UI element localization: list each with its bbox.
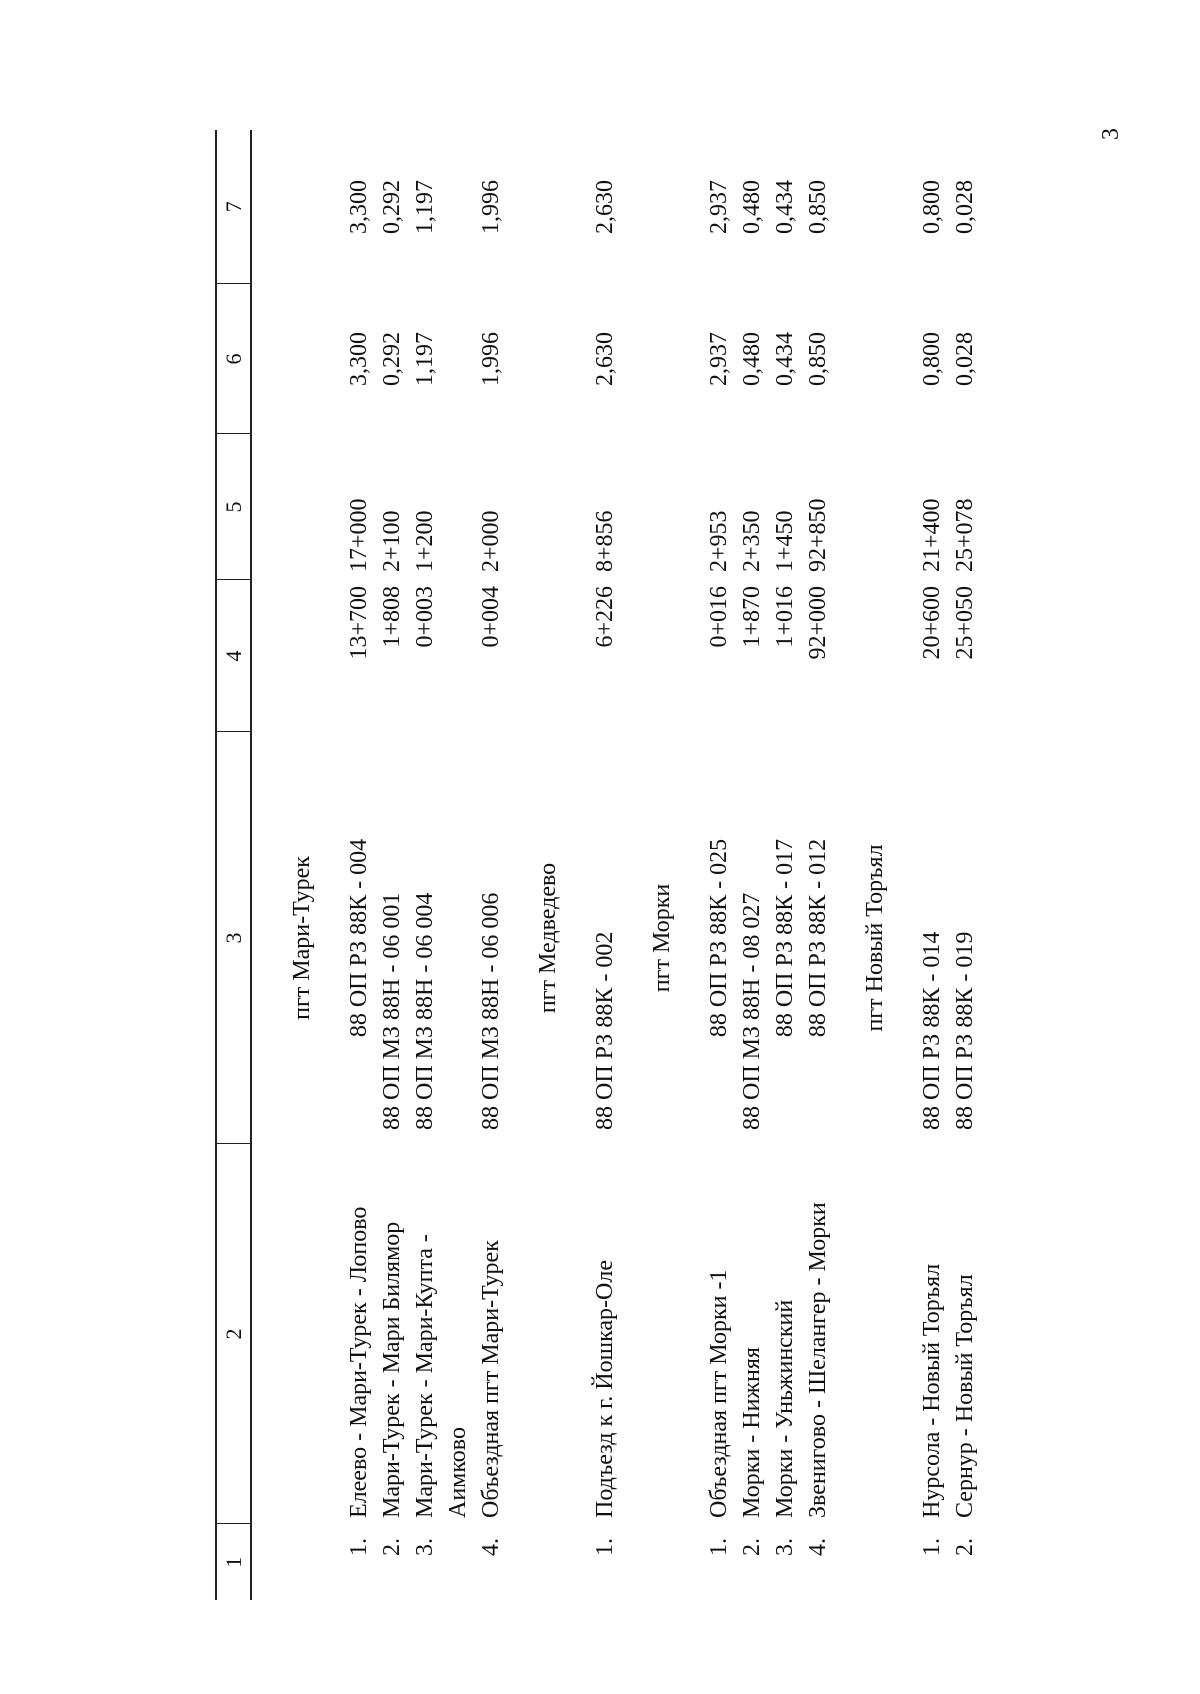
table-row: [703, 130, 736, 1600]
total-length: 0,850: [805, 180, 831, 234]
table-row: [949, 130, 982, 1600]
row-number: 2.: [379, 1538, 405, 1556]
col-header-3: 3: [216, 732, 251, 1144]
road-name: Морки - Уньжинский: [772, 1299, 798, 1518]
col-header-6: 6: [216, 284, 251, 434]
km-end: 21+400: [919, 498, 945, 572]
km-end: 1+200: [412, 510, 438, 572]
total-length: 2,630: [592, 180, 618, 234]
km-start: 13+700: [346, 586, 372, 660]
km-start: 92+000: [805, 586, 831, 660]
road-name: Звенигово - Шелангер - Морки: [805, 1202, 831, 1518]
col-header-5: 5: [216, 434, 251, 580]
total-length: 2,937: [706, 180, 732, 234]
road-name: Мари-Турек - Мари Билямор: [379, 1221, 405, 1518]
road-name: Сернур - Новый Торъял: [952, 1274, 978, 1518]
section-title: пгт Морки: [649, 883, 675, 993]
km-start: 0+003: [412, 586, 438, 648]
road-name: Елеево - Мари-Турек - Лопово: [346, 1206, 372, 1518]
total-length: 1,197: [412, 180, 438, 234]
total-length: 1,996: [478, 180, 504, 234]
section-title-row: [622, 130, 703, 1600]
row-number: 2.: [739, 1538, 765, 1556]
length: 0,480: [739, 332, 765, 386]
length: 0,292: [379, 332, 405, 386]
km-end: 2+000: [478, 510, 504, 572]
km-start: 0+004: [478, 586, 504, 648]
length: 3,300: [346, 332, 372, 386]
road-code: 88 ОП МЗ 88Н - 06 004: [412, 892, 438, 1130]
km-end: 25+078: [952, 498, 978, 572]
road-name: Морки - Нижняя: [739, 1347, 765, 1518]
row-number: 3.: [412, 1538, 438, 1556]
road-code: 88 ОП РЗ 88К - 025: [706, 838, 732, 1038]
km-start: 20+600: [919, 586, 945, 660]
table-row: [589, 130, 622, 1600]
page-number: 3: [1098, 128, 1124, 140]
km-end: 1+450: [772, 510, 798, 572]
km-start: 25+050: [952, 586, 978, 660]
row-number: 4.: [805, 1538, 831, 1556]
col-header-7: 7: [216, 130, 251, 284]
row-number: 1.: [346, 1538, 372, 1556]
km-start: 0+016: [706, 586, 732, 648]
row-number: 2.: [952, 1538, 978, 1556]
row-number: 3.: [772, 1538, 798, 1556]
col-header-1: 1: [216, 1524, 251, 1600]
length: 2,630: [592, 332, 618, 386]
road-code: 88 ОП РЗ 88К - 017: [772, 838, 798, 1038]
section-title-row: [835, 130, 916, 1600]
length: 0,850: [805, 332, 831, 386]
section-title: пгт Медведево: [535, 862, 561, 1014]
row-number: 4.: [478, 1538, 504, 1556]
km-start: 1+808: [379, 586, 405, 648]
km-end: 17+000: [346, 498, 372, 572]
section-title: пгт Мари-Турек: [289, 856, 315, 1020]
total-length: 0,434: [772, 180, 798, 234]
road-code: 88 ОП МЗ 88Н - 06 006: [478, 892, 504, 1130]
row-number: 1.: [592, 1538, 618, 1556]
road-code: 88 ОП МЗ 88Н - 06 001: [379, 892, 405, 1130]
header-row: [216, 130, 251, 1600]
km-end: 2+953: [706, 510, 732, 572]
total-length: 0,028: [952, 180, 978, 234]
table-row: [475, 130, 508, 1600]
section-title-row: [251, 130, 343, 1600]
table-row: [802, 130, 835, 1600]
road-name: Подъезд к г. Йошкар-Оле: [592, 1260, 618, 1518]
table-row: [376, 130, 409, 1600]
table-row: [769, 130, 802, 1600]
road-code: 88 ОП РЗ 88К - 019: [952, 931, 978, 1130]
table-row: [409, 130, 475, 1600]
road-name: Мари-Турек - Мари-Купта - Аимково: [412, 1234, 471, 1518]
road-code: 88 ОП РЗ 88К - 004: [346, 838, 372, 1038]
road-name: Объездная пгт Морки -1: [706, 1269, 732, 1518]
length: 1,197: [412, 332, 438, 386]
total-length: 0,292: [379, 180, 405, 234]
table-row: [916, 130, 949, 1600]
length: 0,028: [952, 332, 978, 386]
col-header-4: 4: [216, 580, 251, 732]
col-header-2: 2: [216, 1144, 251, 1524]
road-name: Нурсола - Новый Торъял: [919, 1263, 945, 1518]
road-name: Объездная пгт Мари-Турек: [478, 1240, 504, 1518]
table-row: [343, 130, 376, 1600]
roads-table: [215, 130, 982, 1600]
section-title-row: [508, 130, 589, 1600]
rotated-table-container: [215, 130, 978, 1600]
length: 2,937: [706, 332, 732, 386]
row-number: 1.: [919, 1538, 945, 1556]
total-length: 3,300: [346, 180, 372, 234]
road-code: 88 ОП МЗ 88Н - 08 027: [739, 892, 765, 1130]
length: 0,434: [772, 332, 798, 386]
row-number: 1.: [706, 1538, 732, 1556]
total-length: 0,480: [739, 180, 765, 234]
total-length: 0,800: [919, 180, 945, 234]
length: 0,800: [919, 332, 945, 386]
length: 1,996: [478, 332, 504, 386]
table-row: [736, 130, 769, 1600]
km-start: 1+016: [772, 586, 798, 648]
road-code: 88 ОП РЗ 88К - 012: [805, 838, 831, 1038]
km-start: 6+226: [592, 586, 618, 648]
km-end: 2+100: [379, 510, 405, 572]
section-title: пгт Новый Торъял: [862, 844, 888, 1032]
km-start: 1+870: [739, 586, 765, 648]
road-code: 88 ОП РЗ 88К - 002: [592, 931, 618, 1130]
km-end: 8+856: [592, 510, 618, 572]
km-end: 2+350: [739, 510, 765, 572]
road-code: 88 ОП РЗ 88К - 014: [919, 931, 945, 1130]
km-end: 92+850: [805, 498, 831, 572]
